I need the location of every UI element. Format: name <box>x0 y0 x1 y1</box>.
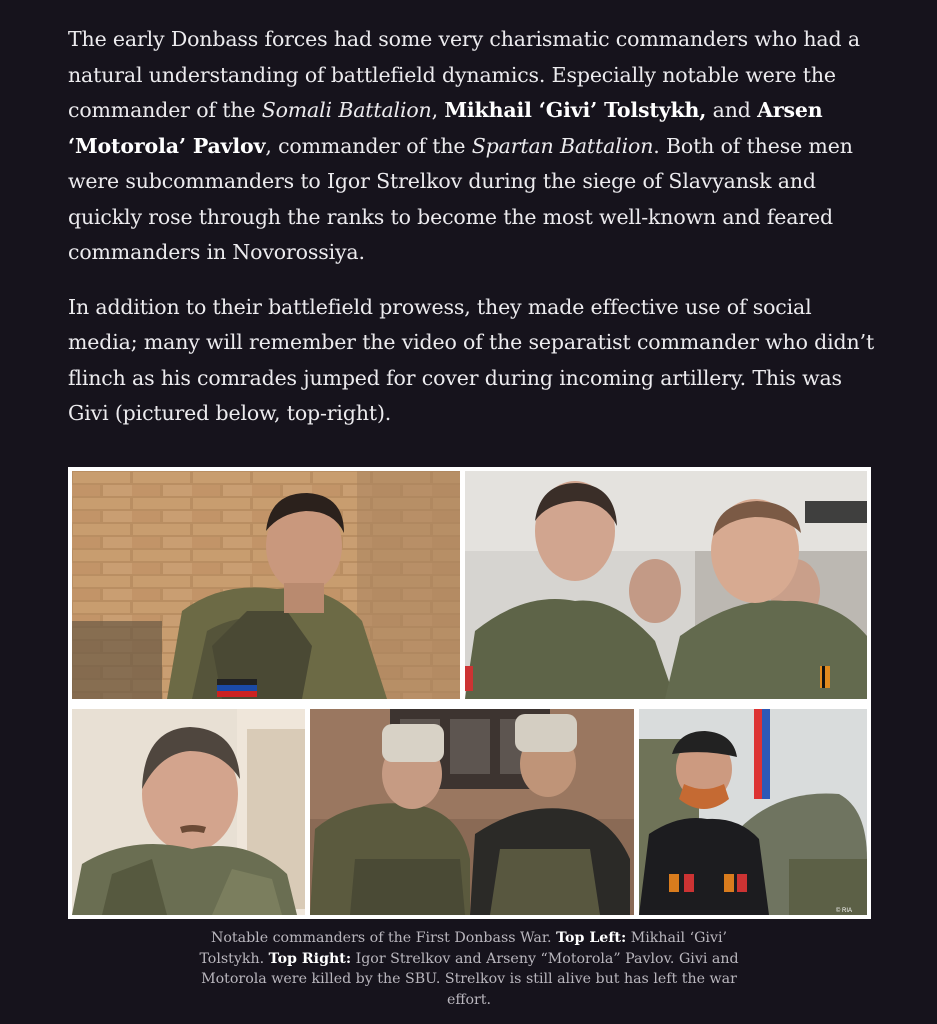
caption-text-b: Mikhail ‘Givi’ Tolstykh. <box>199 930 728 967</box>
paragraph-1-text-e: . Both of these men were subcommanders to Igor Strelkov during the siege of Slavyansk and quickly rose through the ranks to become the most well-known and feared commanders in Novorossiya. <box>68 133 853 264</box>
figure-caption <box>178 928 760 1010</box>
paragraph-1-text-b: , <box>431 98 445 122</box>
paragraph-1-text-c: and <box>706 98 758 122</box>
paragraph-1-text-a: The early Donbass forces had some very charismatic commanders who had a natural understanding of battlefield dynamics. Especially notable were the commander of the <box>68 27 860 122</box>
spartan-battalion-text: Spartan Battalion <box>471 133 654 158</box>
somali-battalion-text: Somali Battalion <box>261 98 432 122</box>
paragraph-2: In addition to their battlefield prowess, they made effective use of social media; many will remember the video of the separatist commander who didn’t flinch as his comrades jumped for cover during incoming artillery. This was Givi (pictured below, top-right). <box>68 294 875 425</box>
givi-name-text: Mikhail ‘Givi’ Tolstykh, <box>444 98 707 122</box>
photo-motorola-parade <box>639 709 867 915</box>
paragraph-1-text-d: , commander of the <box>265 133 472 158</box>
caption-top-left-label: Top Left: <box>556 930 627 946</box>
photo-collage <box>68 467 871 919</box>
caption-top-right-label: Top Right: <box>268 950 352 967</box>
photo-strelkov-motorola <box>465 471 867 699</box>
photo-strelkov <box>72 709 305 915</box>
paragraph-1 <box>68 22 878 271</box>
article-body <box>68 22 878 451</box>
photo-commanders-papakha <box>310 709 634 915</box>
motorola-name-text: Arsen ‘Motorola’ Pavlov <box>68 98 823 158</box>
photo-watermark: © RIA <box>835 908 852 914</box>
photo-givi <box>72 471 460 699</box>
caption-text-c: Igor Strelkov and Arseny “Motorola” Pavlov. Givi and Motorola were killed by the SBU. Strelkov is still alive but has left the war effort. <box>201 950 739 1008</box>
caption-text-a: Notable commanders of the First Donbass War. <box>210 930 557 946</box>
